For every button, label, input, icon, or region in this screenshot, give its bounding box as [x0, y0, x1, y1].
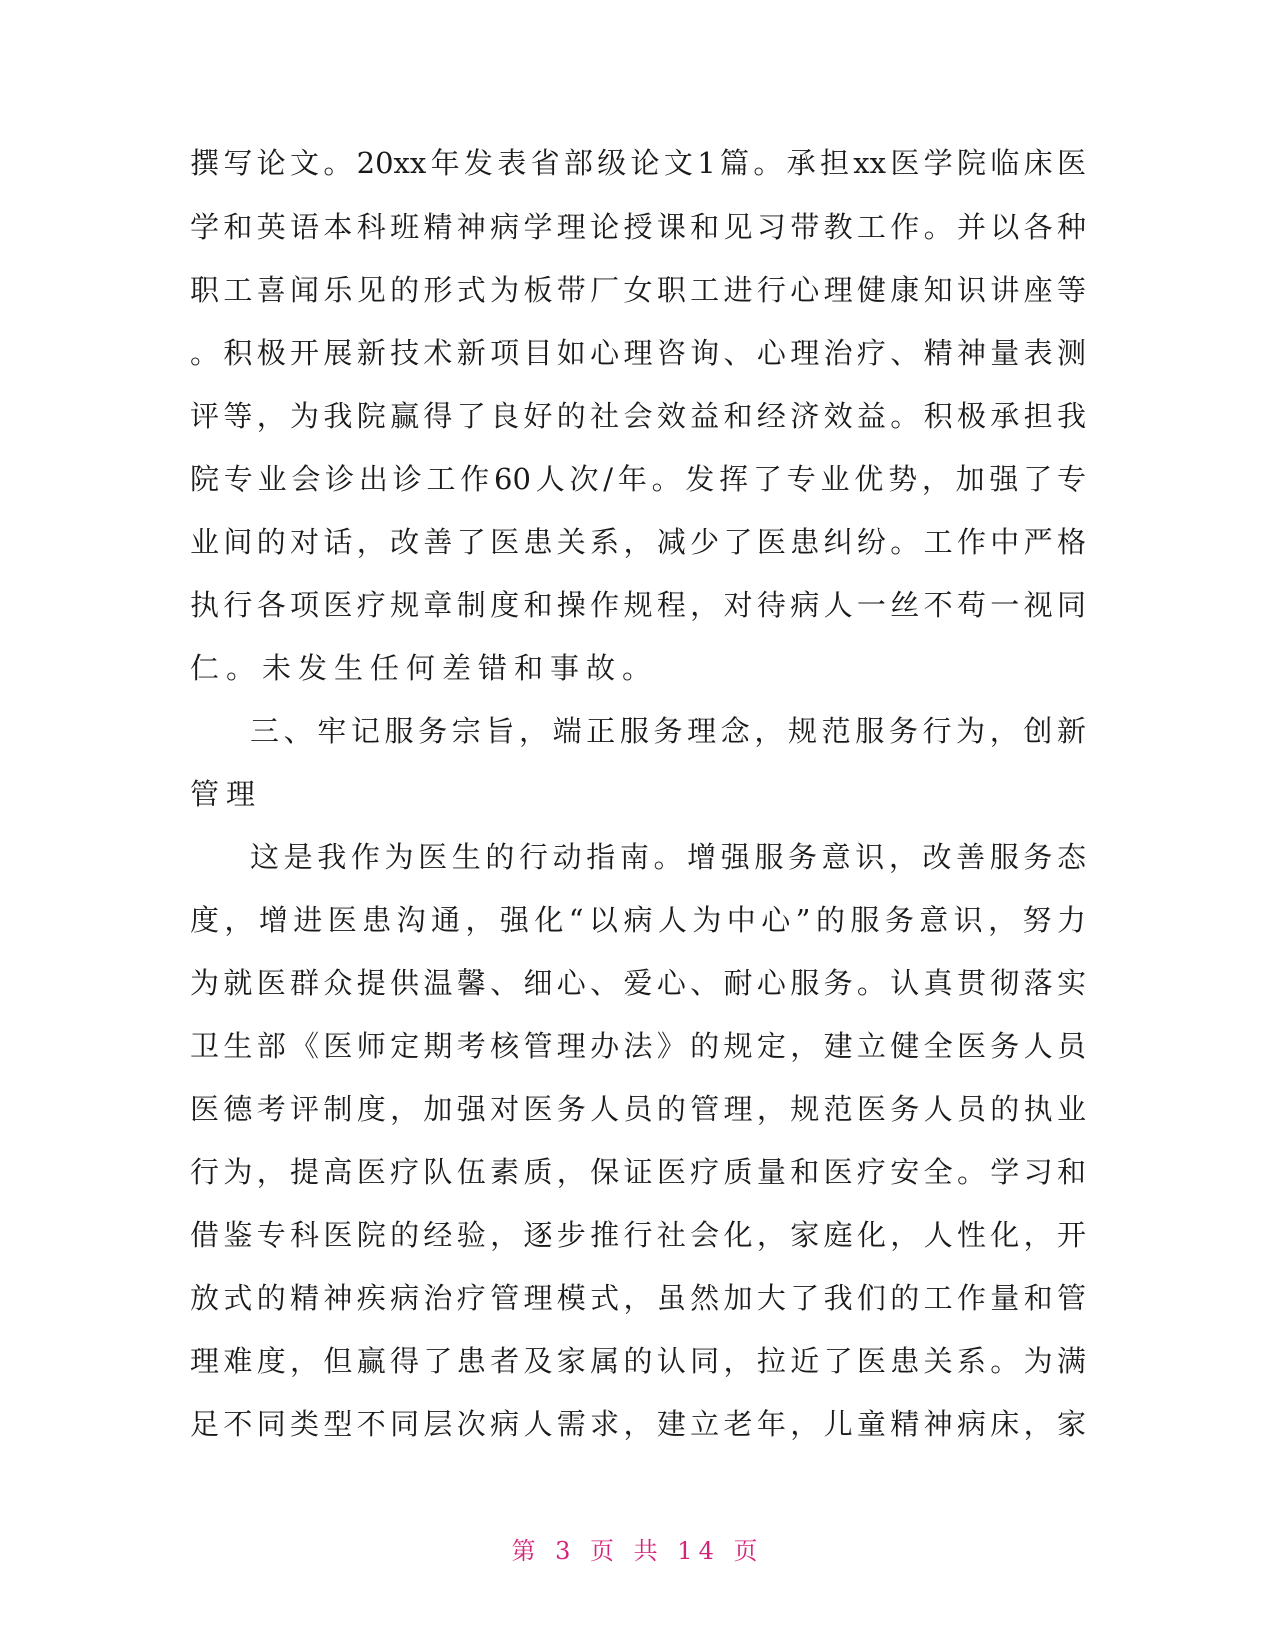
text-line: 职工喜闻乐见的形式为板带厂女职工进行心理健康知识讲座等 [190, 273, 1086, 307]
text-line: 卫生部《医师定期考核管理办法》的规定，建立健全医务人员 [190, 1029, 1086, 1063]
section-heading: 三、牢记服务宗旨，端正服务理念，规范服务行为，创新 [250, 714, 1086, 748]
paragraph-first-line: 这是我作为医生的行动指南。增强服务意识，改善服务态 [250, 840, 1086, 874]
text-line: 业间的对话，改善了医患关系，减少了医患纠纷。工作中严格 [190, 525, 1086, 559]
page-number-footer: 第 3 页 共 14 页 [511, 1537, 764, 1565]
text-line: 撰写论文。20xx年发表省部级论文1篇。承担xx医学院临床医 [190, 146, 1086, 180]
text-line: 放式的精神疾病治疗管理模式，虽然加大了我们的工作量和管 [190, 1281, 1086, 1315]
text-line: 院专业会诊出诊工作60人次/年。发挥了专业优势，加强了专 [190, 462, 1086, 496]
text-line: 为就医群众提供温馨、细心、爱心、耐心服务。认真贯彻落实 [190, 966, 1086, 1000]
text-line: 。积极开展新技术新项目如心理咨询、心理治疗、精神量表测 [190, 336, 1086, 370]
text-line: 仁。未发生任何差错和事故。 [190, 651, 659, 685]
text-line: 执行各项医疗规章制度和操作规程，对待病人一丝不苟一视同 [190, 588, 1086, 622]
text-line: 度，增进医患沟通，强化“以病人为中心”的服务意识，努力 [190, 903, 1086, 937]
section-heading-continued: 管理 [190, 777, 263, 811]
text-line: 行为，提高医疗队伍素质，保证医疗质量和医疗安全。学习和 [190, 1155, 1086, 1189]
text-line: 医德考评制度，加强对医务人员的管理，规范医务人员的执业 [190, 1092, 1086, 1126]
text-line: 足不同类型不同层次病人需求，建立老年，儿童精神病床，家 [190, 1407, 1086, 1441]
text-line: 借鉴专科医院的经验，逐步推行社会化，家庭化，人性化，开 [190, 1218, 1086, 1252]
text-line: 理难度，但赢得了患者及家属的认同，拉近了医患关系。为满 [190, 1344, 1086, 1378]
text-line: 评等，为我院赢得了良好的社会效益和经济效益。积极承担我 [190, 399, 1086, 433]
text-line: 学和英语本科班精神病学理论授课和见习带教工作。并以各种 [190, 210, 1086, 244]
